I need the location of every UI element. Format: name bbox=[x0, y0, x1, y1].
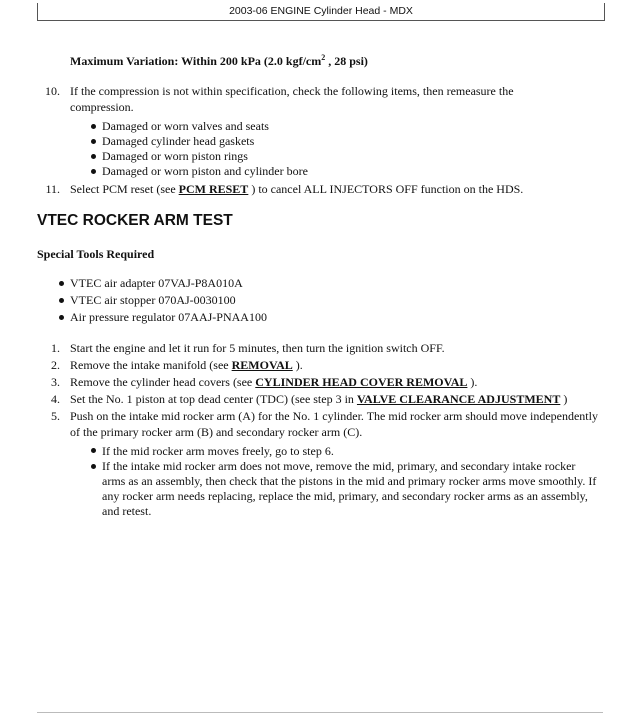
list-item bbox=[0, 292, 560, 309]
step-text-pre: Remove the cylinder head covers (see bbox=[70, 375, 256, 389]
step-text-post: ) to cancel ALL INJECTORS OFF function on the HDS. bbox=[248, 182, 524, 196]
step-text-post: ) bbox=[560, 392, 568, 406]
max-variation-suffix: , 28 psi) bbox=[325, 54, 368, 68]
list-item-text: Damaged or worn valves and seats bbox=[102, 119, 269, 133]
list-item-text: VTEC air adapter 07VAJ-P8A010A bbox=[70, 276, 243, 290]
list-item-text: Damaged cylinder head gaskets bbox=[102, 134, 255, 148]
list-item-text: If the mid rocker arm moves freely, go to step 6. bbox=[102, 444, 334, 458]
max-variation-spec bbox=[70, 53, 368, 69]
step-text-pre: Select PCM reset (see bbox=[70, 182, 179, 196]
valve-clearance-adjustment-link[interactable]: VALVE CLEARANCE ADJUSTMENT bbox=[356, 392, 561, 406]
section-title: VTEC ROCKER ARM TEST bbox=[37, 212, 233, 229]
cylinder-head-cover-removal-link[interactable]: CYLINDER HEAD COVER REMOVAL bbox=[255, 375, 468, 389]
step-number: 11. bbox=[45, 182, 60, 196]
header-title: 2003-06 ENGINE Cylinder Head - MDX bbox=[229, 5, 413, 17]
list-item-text: If the intake mid rocker arm does not move, remove the mid, primary, and secondary intake rocker arms as an assembly, then check that the pistons in the mid and primary rocker arms move smoothly. If any rocker arm needs replacing, replace the mid, primary, and secondary rocker arms as an assembly, and retest. bbox=[102, 459, 597, 518]
special-tools-heading: Special Tools Required bbox=[37, 247, 155, 261]
max-variation-prefix: Maximum Variation: Within 200 kPa (2.0 kgf/cm bbox=[70, 54, 322, 68]
list-item-text: Damaged or worn piston rings bbox=[102, 149, 248, 163]
list-item-text: Air pressure regulator 07AAJ-PNAA100 bbox=[70, 310, 267, 324]
step-text-post: ). bbox=[467, 375, 478, 389]
list-item bbox=[0, 309, 560, 326]
list-item bbox=[70, 443, 600, 459]
list-item bbox=[70, 119, 560, 134]
step-4 bbox=[0, 391, 600, 408]
step-number: 3. bbox=[51, 375, 60, 389]
compression-steps-list bbox=[0, 84, 560, 198]
check-items-list bbox=[70, 119, 560, 179]
list-item bbox=[70, 164, 560, 179]
step-text-pre: Remove the intake manifold (see bbox=[70, 358, 232, 372]
list-item bbox=[70, 149, 560, 164]
step-number: 10. bbox=[45, 84, 60, 98]
step-10 bbox=[0, 84, 560, 179]
step-number: 4. bbox=[51, 392, 60, 406]
step-1 bbox=[0, 340, 600, 357]
step-text: Push on the intake mid rocker arm (A) for the No. 1 cylinder. The mid rocker arm should move independently of the primary rocker arm (B) and secondary rocker arm (C). bbox=[70, 409, 598, 439]
removal-link[interactable]: REMOVAL bbox=[231, 358, 293, 372]
step-number: 5. bbox=[51, 409, 60, 423]
step-text: If the compression is not within specification, check the following items, then remeasure the compression. bbox=[70, 84, 514, 114]
rocker-check-list bbox=[70, 443, 600, 519]
step-2 bbox=[0, 357, 600, 374]
step-number: 1. bbox=[51, 341, 60, 355]
step-11 bbox=[0, 182, 560, 198]
footer-divider bbox=[37, 712, 603, 713]
step-text: Start the engine and let it run for 5 minutes, then turn the ignition switch OFF. bbox=[70, 341, 445, 355]
list-item bbox=[0, 275, 560, 292]
step-text-pre: Set the No. 1 piston at top dead center (TDC) (see step 3 in bbox=[70, 392, 357, 406]
step-3 bbox=[0, 374, 600, 391]
pcm-reset-link[interactable]: PCM RESET bbox=[178, 182, 249, 196]
list-item bbox=[70, 134, 560, 149]
page-header bbox=[37, 3, 605, 21]
step-text-post: ). bbox=[292, 358, 303, 372]
max-variation-sup: 2 bbox=[321, 53, 326, 62]
step-number: 2. bbox=[51, 358, 60, 372]
vtec-steps-list bbox=[0, 340, 600, 519]
list-item-text: Damaged or worn piston and cylinder bore bbox=[102, 164, 308, 178]
step-5 bbox=[0, 408, 600, 519]
special-tools-list bbox=[0, 275, 560, 326]
list-item-text: VTEC air stopper 070AJ-0030100 bbox=[70, 293, 236, 307]
list-item bbox=[70, 459, 600, 519]
